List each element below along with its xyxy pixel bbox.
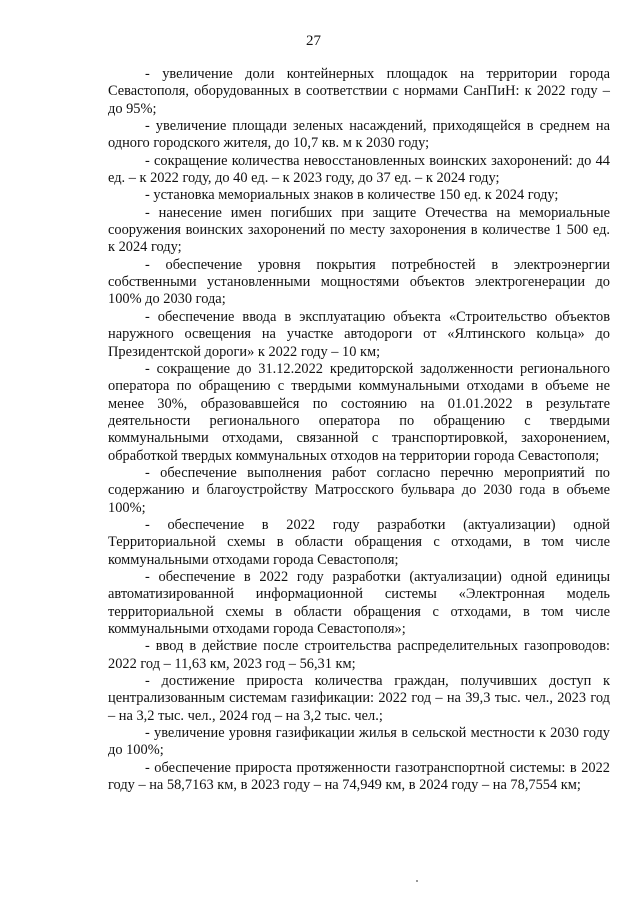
list-item: - увеличение уровня газификации жилья в сельской местности к 2030 году до 100%;	[108, 725, 610, 759]
list-item: - обеспечение ввода в эксплуатацию объекта «Строительство объектов наружного освещения на участке автодороги от «Ялтинского кольца» до Президентской дороги» к 2022 году – 10 км;	[108, 308, 610, 360]
document-body	[108, 66, 610, 794]
list-item: - обеспечение уровня покрытия потребностей в электроэнергии собственными установленными мощностями объектов электрогенерации до 100% до 2030 года;	[108, 256, 610, 308]
list-item: - обеспечение выполнения работ согласно перечню мероприятий по содержанию и благоустройству Матросского бульвара до 2030 года в объеме 100%;	[108, 464, 610, 516]
list-item: - обеспечение в 2022 году разработки (актуализации) одной Территориальной схемы в области обращения с отходами, в том числе коммунальными отходами города Севастополя;	[108, 516, 610, 568]
list-item: - обеспечение прироста протяженности газотранспортной системы: в 2022 году – на 58,7163 км, в 2023 году – на 74,949 км, в 2024 году – на 78,7554 км;	[108, 759, 610, 794]
list-item: - обеспечение в 2022 году разработки (актуализации) одной единицы автоматизированной информационной системы «Электронная модель территориальной схемы в области обращения с отходами, в том числе коммунальными отходами города Севастополя»;	[108, 568, 610, 637]
list-item: - сокращение количества невосстановленных воинских захоронений: до 44 ед. – к 2022 году, до 40 ед. – к 2023 году, до 37 ед. – к 2024 году;	[108, 152, 610, 187]
page-number: 27	[306, 33, 321, 49]
list-item: - увеличение доли контейнерных площадок на территории города Севастополя, оборудованных в соответствии с нормами СанПиН: к 2022 году – до 95%;	[108, 66, 610, 117]
list-item: - сокращение до 31.12.2022 кредиторской задолженности регионального оператора по обращению с твердыми коммунальными отходами в объеме не менее 30%, образовавшейся по состоянию на 01.01.2022 в результате деятельности регионального оператора по обращению с твердыми коммунальными отходами, связанной с транспортировкой, захоронением, обработкой твердых коммунальных отходов на территории города Севастополя;	[108, 360, 610, 464]
scan-speck	[416, 880, 418, 882]
list-item: - установка мемориальных знаков в количестве 150 ед. к 2024 году;	[145, 187, 559, 204]
list-item: - нанесение имен погибших при защите Отечества на мемориальные сооружения воинских захоронений по месту захоронения в количестве 1 500 ед. к 2024 году;	[108, 204, 610, 256]
list-item: - увеличение площади зеленых насаждений, приходящейся в среднем на одного городского жителя, до 10,7 кв. м к 2030 году;	[108, 118, 610, 152]
list-item: - ввод в действие после строительства распределительных газопроводов: 2022 год – 11,63 км, 2023 год – 56,31 км;	[108, 638, 610, 672]
list-item: - достижение прироста количества граждан, получивших доступ к централизованным системам газификации: 2022 год – на 39,3 тыс. чел., 2023 год – на 3,2 тыс. чел., 2024 год – на 3,2 тыс. чел.;	[108, 673, 610, 724]
